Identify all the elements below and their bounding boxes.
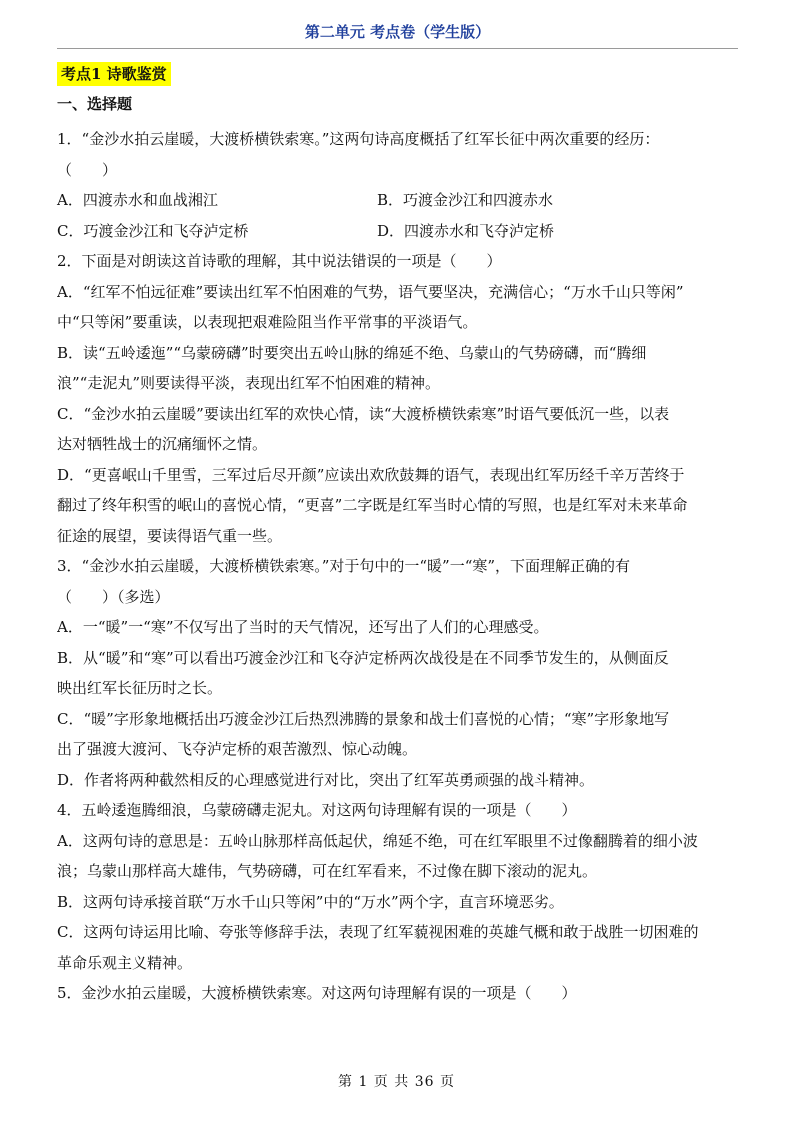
options-row <box>57 216 741 247</box>
question-line: 4．五岭逶迤腾细浪，乌蒙磅礴走泥丸。对这两句诗理解有误的一项是（ ） <box>57 801 577 819</box>
option-line: 革命乐观主义精神。 <box>57 953 193 972</box>
question-2 <box>57 246 741 551</box>
question-line: 5．金沙水拍云崖暖，大渡桥横铁索寒。对这两句诗理解有误的一项是（ ） <box>57 984 577 1002</box>
option-d: D．四渡赤水和飞夺泸定桥 <box>377 221 555 240</box>
option-line: A．一“暖”一“寒”不仅写出了当时的天气情况，还写出了人们的心理感受。 <box>57 618 549 636</box>
option-c: C．巧渡金沙江和飞夺泸定桥 <box>57 221 249 240</box>
option-line: B．读“五岭逶迤”“乌蒙磅礴”时要突出五岭山脉的绵延不绝、乌蒙山的气势磅礴，而“腾细 <box>57 343 647 362</box>
option-line: A．这两句诗的意思是：五岭山脉那样高低起伏，绵延不绝，可在红军眼里不过像翻腾着的细小波 <box>57 831 698 850</box>
question-line: 1．“金沙水拍云崖暖，大渡桥横铁索寒。”这两句诗高度概括了红军长征中两次重要的经历： <box>57 130 660 148</box>
option-line: 浪”“走泥丸”则要读得平淡，表现出红军不怕困难的精神。 <box>57 374 441 392</box>
option-line: A．“红军不怕远征难”要读出红军不怕困难的气势，语气要坚决，充满信心；“万水千山只等闲” <box>57 282 684 301</box>
question-4 <box>57 795 741 978</box>
option-line: 中“只等闲”要重读，以表现把艰难险阻当作平常事的平淡语气。 <box>57 313 478 331</box>
page-number-footer: 第 1 页 共 36 页 <box>338 1074 455 1090</box>
page-header-title: 第二单元 考点卷（学生版） <box>57 20 738 49</box>
question-1 <box>57 124 741 246</box>
options-row <box>57 185 741 216</box>
option-line: B．这两句诗承接首联“万水千山只等闲”中的“万水”两个字，直言环境恶劣。 <box>57 892 564 911</box>
option-line: 达对牺牲战士的沉痛缅怀之情。 <box>57 435 268 453</box>
question-line: 3．“金沙水拍云崖暖，大渡桥横铁索寒。”对于句中的一“暖”一“寒”，下面理解正确的有 <box>57 557 631 575</box>
option-line: B．从“暖”和“寒”可以看出巧渡金沙江和飞夺泸定桥两次战役是在不同季节发生的，从侧面反 <box>57 648 669 667</box>
option-line: D．“更喜岷山千里雪，三军过后尽开颜”应读出欢欣鼓舞的语气，表现出红军历经千辛万苦终于 <box>57 465 685 484</box>
answer-blank: （ ）（多选） <box>57 587 170 606</box>
option-line: D．作者将两种截然相反的心理感觉进行对比，突出了红军英勇顽强的战斗精神。 <box>57 770 595 789</box>
option-a: A．四渡赤水和血战湘江 <box>57 191 218 209</box>
section-subheading: 一、选择题 <box>57 95 133 113</box>
option-b: B．巧渡金沙江和四渡赤水 <box>377 191 554 209</box>
option-line: 浪；乌蒙山那样高大雄伟，气势磅礴，可在红军看来，不过像在脚下滚动的泥丸。 <box>57 862 598 880</box>
section-tag-highlight: 考点1 诗歌鉴赏 <box>57 62 171 86</box>
option-line: C．“暖”字形象地概括出巧渡金沙江后热烈沸腾的景象和战士们喜悦的心情；“寒”字形象地写 <box>57 709 670 728</box>
answer-blank: （ ） <box>57 160 118 179</box>
question-5 <box>57 978 741 1009</box>
question-line: 2．下面是对朗读这首诗歌的理解，其中说法错误的一项是（ ） <box>57 252 502 270</box>
question-3 <box>57 551 741 795</box>
option-line: 出了强渡大渡河、飞夺泸定桥的艰苦激烈、惊心动魄。 <box>57 740 418 758</box>
option-line: C．“金沙水拍云崖暖”要读出红军的欢快心情，读“大渡桥横铁索寒”时语气要低沉一些，以表 <box>57 404 670 423</box>
option-line: 征途的展望，要读得语气重一些。 <box>57 526 283 545</box>
question-list <box>57 124 741 1009</box>
option-line: 翻过了终年积雪的岷山的喜悦心情，“更喜”二字既是红军当时心情的写照，也是红军对未来革命 <box>57 496 688 514</box>
option-line: C．这两句诗运用比喻、夸张等修辞手法，表现了红军藐视困难的英雄气概和敢于战胜一切困难的 <box>57 923 699 941</box>
option-line: 映出红军长征历时之长。 <box>57 679 223 697</box>
